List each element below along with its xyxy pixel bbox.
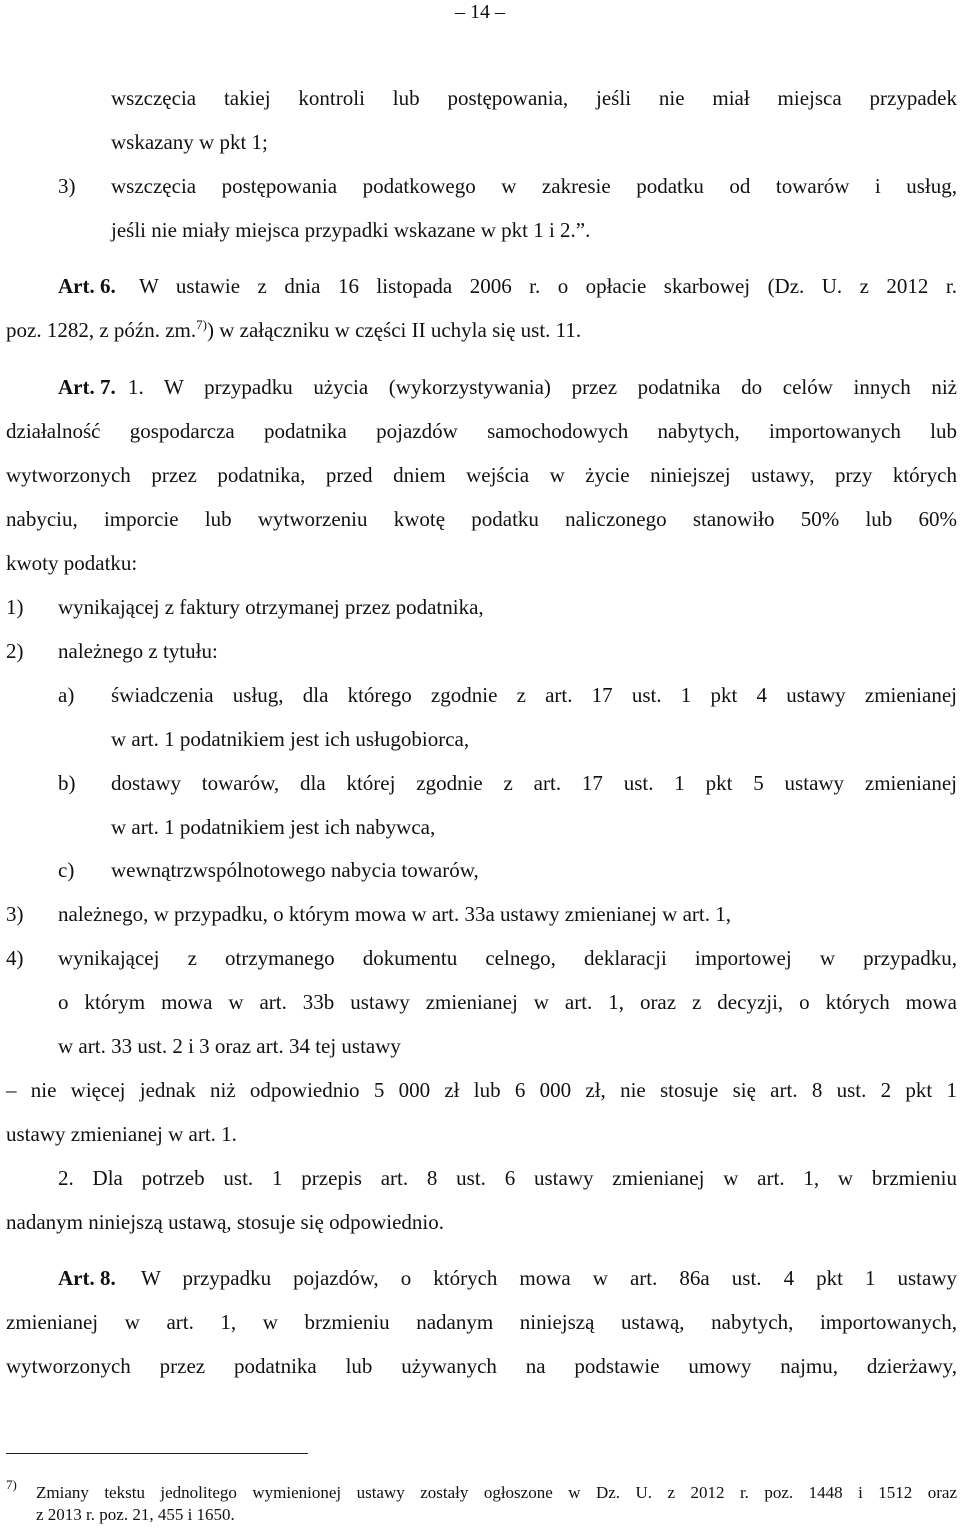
list-item-line: należnego, w przypadku, o którym mowa w art. 33a ustawy zmienianej w art. 1, [58, 902, 731, 926]
paragraph-line: zmienianej w art. 1, w brzmieniu nadanym niniejszą ustawą, nabytych, importowanych, [6, 1310, 957, 1334]
sublist-item-line: w art. 1 podatnikiem jest ich usługobiorca, [111, 727, 470, 751]
sublist-letter: a) [58, 683, 75, 707]
article-label: Art. 7. [58, 375, 116, 399]
list-item-line: należnego z tytułu: [58, 639, 218, 663]
paragraph-line: nadanym niniejszą ustawą, stosuje się odpowiednio. [6, 1210, 444, 1234]
paragraph-line [6, 317, 582, 342]
article-6 [58, 276, 116, 297]
list-number: 3) [58, 174, 76, 198]
article-8 [58, 1268, 116, 1289]
list-item-line: jeśli nie miały miejsca przypadki wskazane w pkt 1 i 2.”. [111, 218, 591, 242]
article-label: Art. 8. [58, 1266, 116, 1290]
page-number: – 14 – [455, 1, 505, 23]
footnote-line: z 2013 r. poz. 21, 455 i 1650. [36, 1505, 235, 1524]
text-run: poz. 1282, z późn. zm. [6, 318, 197, 342]
sublist-item-line: świadczenia usług, dla którego zgodnie z art. 17 ust. 1 pkt 4 ustawy zmienianej [111, 683, 957, 707]
sublist-item-line: wewnątrzwspólnotowego nabycia towarów, [111, 858, 479, 882]
footnote-marker: 7) [6, 1477, 17, 1492]
paragraph-line: W przypadku pojazdów, o których mowa w art. 86a ust. 4 pkt 1 ustawy [141, 1266, 957, 1290]
article-7 [58, 377, 116, 398]
paragraph-line: nabyciu, imporcie lub wytworzeniu kwotę podatku naliczonego stanowiło 50% lub 60% [6, 507, 957, 531]
list-item-line: wszczęcia postępowania podatkowego w zakresie podatku od towarów i usług, [111, 174, 957, 198]
text-run: ) w załączniku w części II uchyla się ust. 11. [206, 318, 582, 342]
paragraph-line: 1. W przypadku użycia (wykorzystywania) przez podatnika do celów innych niż [128, 375, 957, 399]
sublist-item-line: dostawy towarów, dla której zgodnie z art. 17 ust. 1 pkt 5 ustawy zmienianej [111, 771, 957, 795]
list-item-line: wynikającej z otrzymanego dokumentu celnego, deklaracji importowej w przypadku, [58, 946, 957, 970]
paragraph-line: kwoty podatku: [6, 551, 138, 575]
sublist-item-line: w art. 1 podatnikiem jest ich nabywca, [111, 815, 436, 839]
list-number: 4) [6, 946, 24, 970]
list-item-line: o którym mowa w art. 33b ustawy zmienianej w art. 1, oraz z decyzji, o których mowa [58, 990, 957, 1014]
list-number: 1) [6, 595, 24, 619]
paragraph-line: wytworzonych przez podatnika, przed dniem wejścia w życie niniejszej ustawy, przy których [6, 463, 957, 487]
paragraph-line: działalność gospodarcza podatnika pojazdów samochodowych nabytych, importowanych lub [6, 419, 957, 443]
paragraph-line: – nie więcej jednak niż odpowiednio 5 000 zł lub 6 000 zł, nie stosuje się art. 8 ust. 2 pkt 1 [6, 1078, 957, 1102]
paragraph-line: W ustawie z dnia 16 listopada 2006 r. o opłacie skarbowej (Dz. U. z 2012 r. [139, 274, 957, 298]
footnote-line: Zmiany tekstu jednolitego wymienionej ustawy zostały ogłoszone w Dz. U. z 2012 r. poz. 1448 i 1512 oraz [36, 1483, 957, 1502]
paragraph-line: 2. Dla potrzeb ust. 1 przepis art. 8 ust. 6 ustawy zmienianej w art. 1, w brzmieniu [58, 1166, 957, 1190]
list-item-line: w art. 33 ust. 2 i 3 oraz art. 34 tej ustawy [58, 1034, 401, 1058]
paragraph-line: wszczęcia takiej kontroli lub postępowania, jeśli nie miał miejsca przypadek [111, 86, 957, 110]
footnote-ref: 7) [196, 317, 207, 332]
list-item-line: wynikającej z faktury otrzymanej przez podatnika, [58, 595, 484, 619]
paragraph-line: wytworzonych przez podatnika lub używanych na podstawie umowy najmu, dzierżawy, [6, 1354, 957, 1378]
sublist-letter: c) [58, 858, 75, 882]
article-label: Art. 6. [58, 274, 116, 298]
list-number: 2) [6, 639, 24, 663]
paragraph-line: wskazany w pkt 1; [111, 130, 268, 154]
list-number: 3) [6, 902, 24, 926]
footnote-separator [6, 1453, 308, 1454]
paragraph-line: ustawy zmienianej w art. 1. [6, 1122, 237, 1146]
sublist-letter: b) [58, 771, 76, 795]
